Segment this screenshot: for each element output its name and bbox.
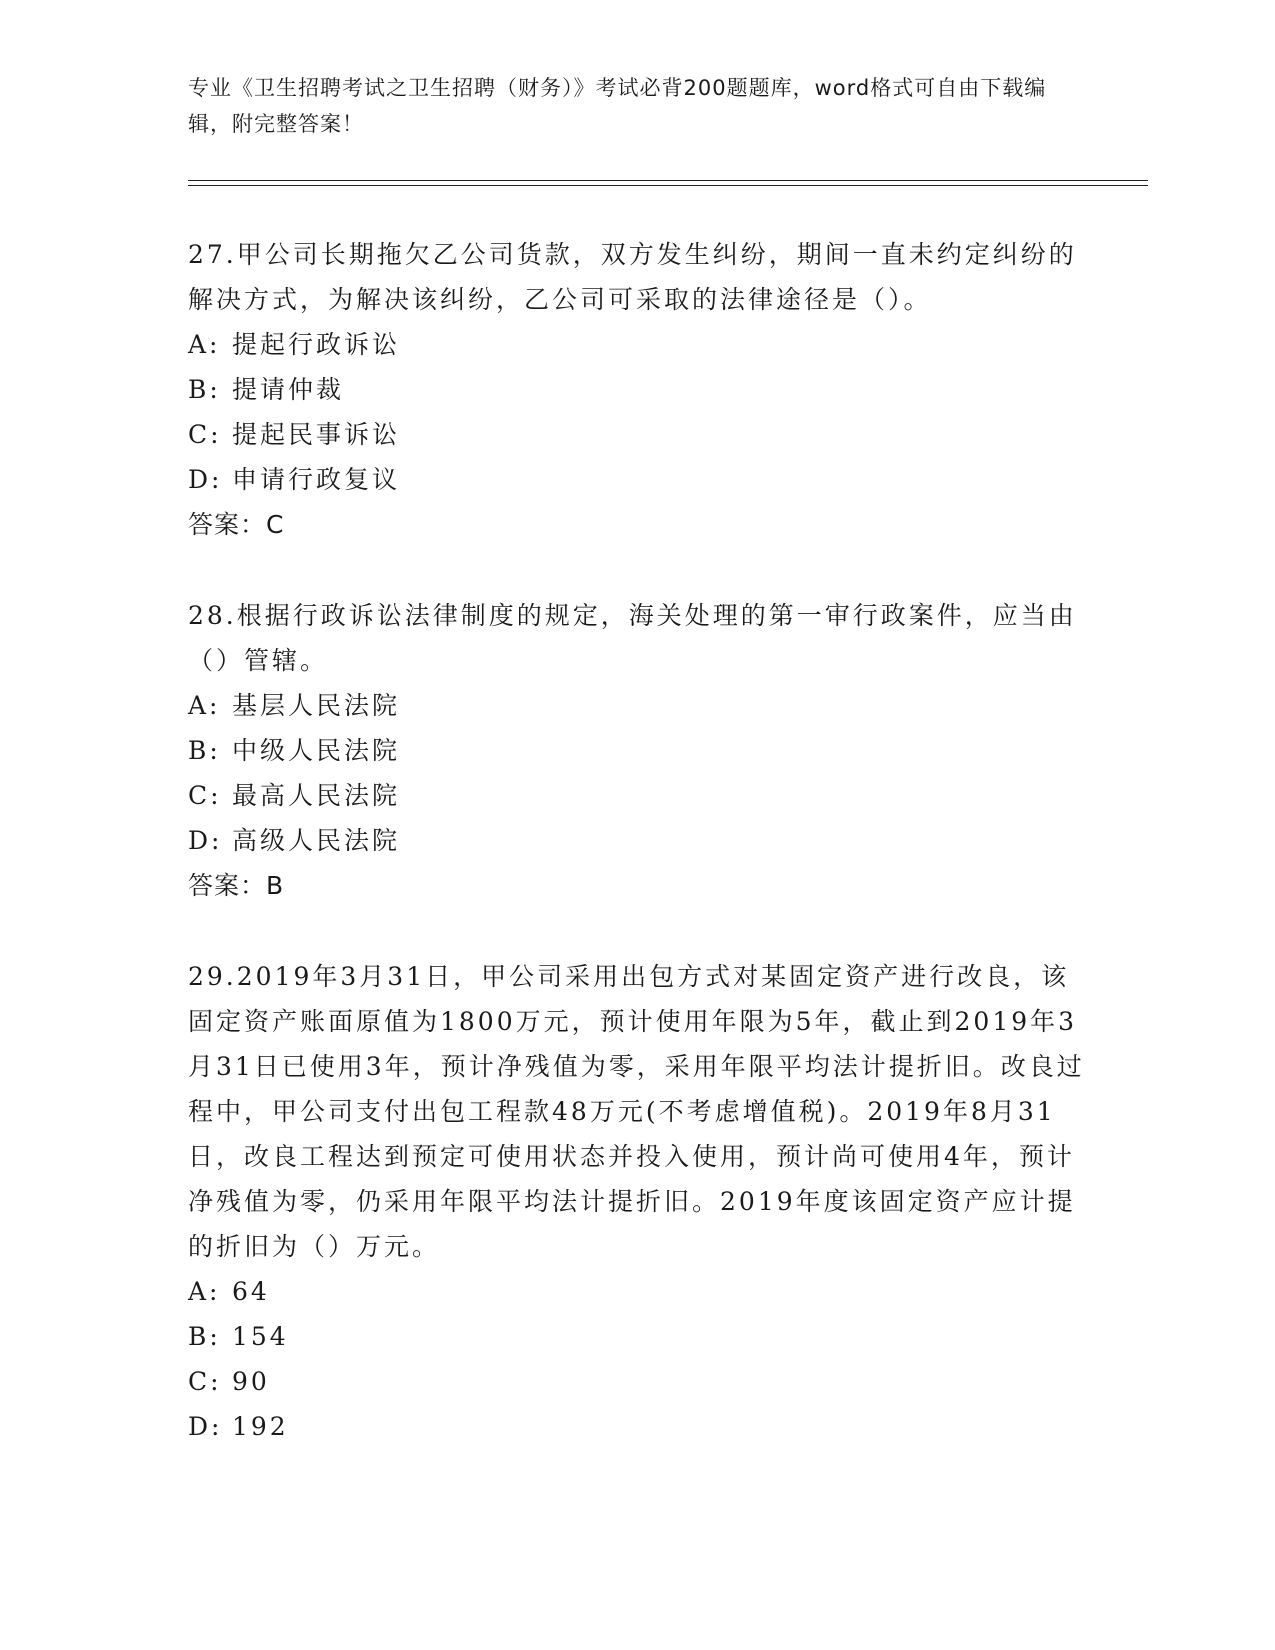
option-key: B: — [188, 1322, 221, 1351]
option-a — [188, 322, 1148, 367]
option-d — [188, 1404, 1148, 1449]
answer-line: 答案：B — [188, 871, 285, 900]
option-d — [188, 818, 1148, 863]
question-stem: 28.根据行政诉讼法律制度的规定，海关处理的第一审行政案件，应当由（）管辖。 — [188, 601, 1077, 675]
option-key: D: — [188, 1412, 223, 1441]
option-text: 192 — [232, 1412, 289, 1441]
option-key: A: — [188, 1277, 221, 1306]
option-text: 提起行政诉讼 — [232, 330, 401, 359]
question-stem: 29.2019年3月31日，甲公司采用出包方式对某固定资产进行改良，该固定资产账面原值为1800万元，预计使用年限为5年，截止到2019年3月31日已使用3年，预计净残值为零，采用年限平均法计提折旧。改良过程中，甲公司支付出包工程款48万元(不考虑增值税)。2019年8月31日，改良工程达到预定可使用状态并投入使用，预计尚可使用4年，预计净残值为零，仍采用年限平均法计提折旧。2019年度该固定资产应计提的折旧为（）万元。 — [188, 962, 1085, 1261]
answer-line: 答案：C — [188, 510, 285, 539]
option-text: 64 — [232, 1277, 270, 1306]
option-c — [188, 773, 1148, 818]
option-key: D: — [188, 465, 223, 494]
option-key: C: — [188, 781, 222, 810]
option-key: B: — [188, 375, 221, 404]
option-text: 最高人民法院 — [232, 781, 401, 810]
option-a — [188, 1269, 1148, 1314]
option-text: 90 — [232, 1367, 270, 1396]
option-c — [188, 412, 1148, 457]
option-key: A: — [188, 691, 221, 720]
option-b — [188, 1314, 1148, 1359]
option-text: 提请仲裁 — [232, 375, 345, 404]
option-c — [188, 1359, 1148, 1404]
option-key: C: — [188, 420, 222, 449]
option-key: B: — [188, 736, 221, 765]
option-text: 中级人民法院 — [232, 736, 401, 765]
option-d — [188, 457, 1148, 502]
option-a — [188, 683, 1148, 728]
document-page — [188, 70, 1148, 1449]
option-text: 基层人民法院 — [232, 691, 401, 720]
option-text: 154 — [232, 1322, 289, 1351]
option-key: D: — [188, 826, 223, 855]
header-divider — [188, 180, 1148, 186]
question-29 — [188, 954, 1148, 1449]
document-header: 专业《卫生招聘考试之卫生招聘（财务）》考试必背200题题库，word格式可自由下载编辑，附完整答案！ — [188, 76, 1047, 136]
option-key: A: — [188, 330, 221, 359]
option-text: 提起民事诉讼 — [232, 420, 401, 449]
option-b — [188, 728, 1148, 773]
question-stem: 27.甲公司长期拖欠乙公司货款，双方发生纠纷，期间一直未约定纠纷的解决方式，为解决该纠纷，乙公司可采取的法律途径是（）。 — [188, 240, 1077, 314]
question-28 — [188, 593, 1148, 908]
option-text: 高级人民法院 — [232, 826, 401, 855]
option-b — [188, 367, 1148, 412]
option-text: 申请行政复议 — [232, 465, 401, 494]
option-key: C: — [188, 1367, 222, 1396]
question-27 — [188, 232, 1148, 547]
